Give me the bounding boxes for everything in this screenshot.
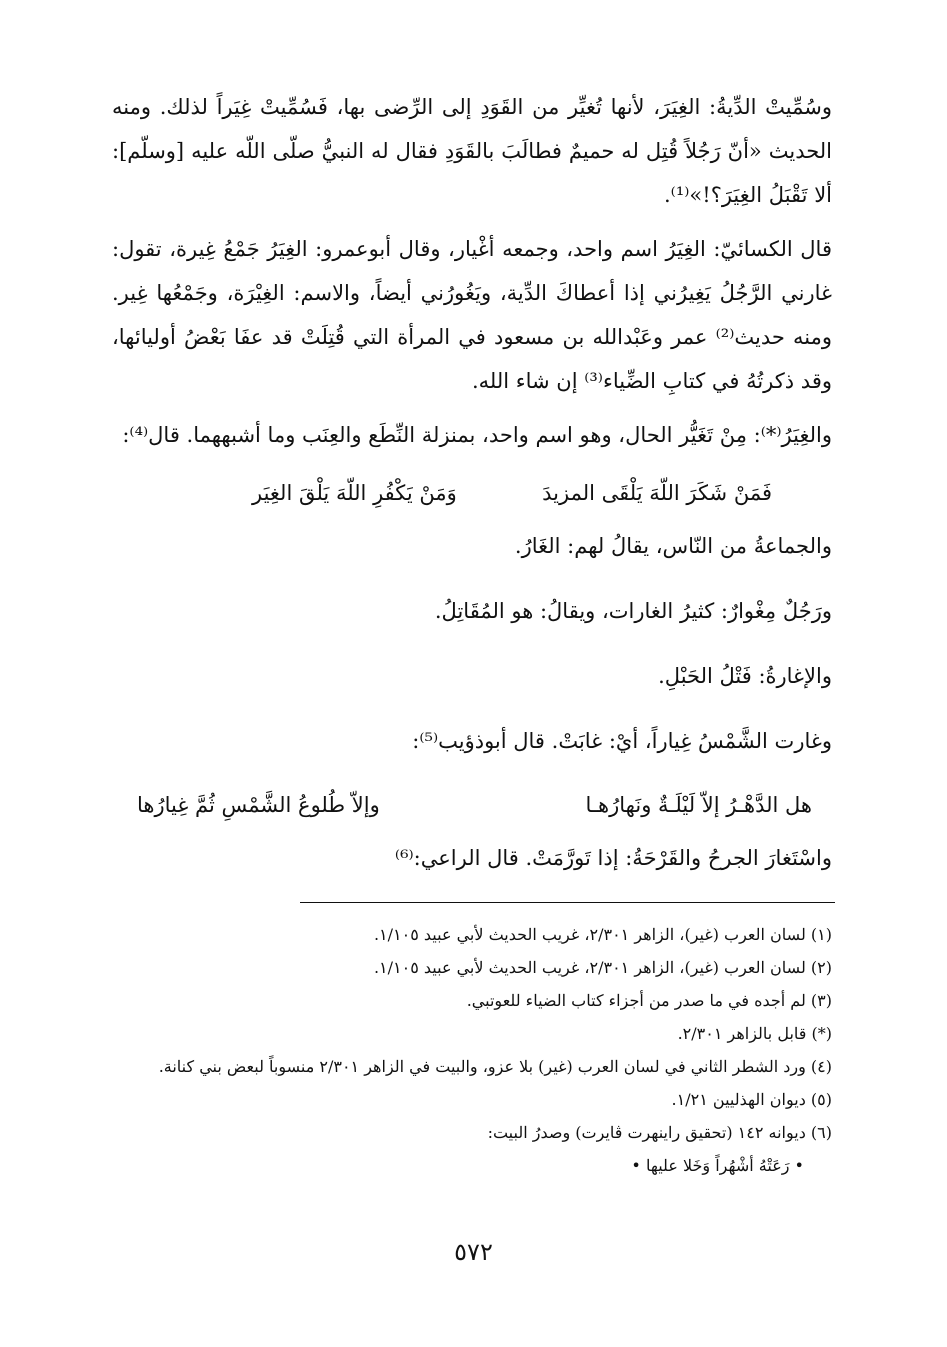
footnote-4: (٤) ورد الشطر الثاني في لسان العرب (غير) بلا عزو، والبيت في الزاهر ٢/٣٠١ منسوباً لبعض بني كنانة. <box>158 1057 832 1076</box>
text-line-istaghara: واسْتَغارَ الجرحُ والقَرْحَةُ: إذا تَورَّمَتْ. قال الراعي:⁽⁶⁾ <box>394 846 832 870</box>
footnote-2: (٢) لسان العرب (غير)، الزاهر ٢/٣٠١، غريب الحديث لأبي عبيد ١/١٠٥. <box>373 958 832 977</box>
text-line-gharat: وغارت الشَّمْسُ غِياراً، أيْ: غابَتْ. قال أبوذؤيب⁽⁵⁾: <box>412 729 832 753</box>
footnote-verse: • رَعَتْهُ أشْهُراً وَخَلا عليها • <box>631 1156 804 1175</box>
footnote-5: (٥) ديوان الهذليين ١/٢١. <box>671 1090 832 1109</box>
paragraph-diya: وسُمِّيتْ الدِّيةُ: الغِيَرَ، لأنها تُغيِّر من القَوَدِ إلى الرِّضى بها، فَسُمِّيتْ غِيَراً لذلك. ومنه الحديث «أنّ رَجُلاً قُتِل له حميمٌ فطالَبَ بالقَوَدِ فقال له النبيُّ صلّى اللّه عليه [وسلّم]: ألا تَقْبَلُ الغِيَرَ؟!»⁽¹⁾. <box>112 95 832 207</box>
footnote-1: (١) لسان العرب (غير)، الزاهر ٢/٣٠١، غريب الحديث لأبي عبيد ١/١٠٥. <box>373 925 832 944</box>
paragraph-kisai: قال الكسائيّ: الغِيَرُ اسم واحد، وجمعه أغْيار، وقال أبوعمرو: الغِيَرُ جَمْعُ غِيرة، تقول: غارني الرَّجُلُ يَغِيرُني إذا أعطاكَ الدِّية، ويَغُورُني أيضاً، والاسم: الغِيْرَة، وجَمْعُها غِير. ومنه حديث⁽²⁾ عمر وعَبْدالله بن مسعود في المرأة التي قُتِلَتْ قد عفَا بَعْضُ أوليائها، وقد ذكرتُهُ في كتابِ الضِّياء⁽³⁾ إن شاء الله. <box>112 237 833 393</box>
text-line-mighwar: ورَجُلٌ مِغْوارٌ: كثيرُ الغارات، ويقالُ: هو المُقَاتِلُ. <box>434 599 832 623</box>
footnote-divider <box>300 902 835 903</box>
main-text <box>112 85 832 896</box>
footnote-star: (*) قابل بالزاهر ٢/٣٠١. <box>677 1024 832 1043</box>
footnotes <box>82 918 832 1182</box>
verse-first-hemistich: هل الدَّهْـرُ إلاّ لَيْلَـةٌ ونَهارُهـا <box>585 793 812 817</box>
verse-second-hemistich: وَمَنْ يَكْفُرِ اللّهَ يَلْقَ الغِيَر <box>252 481 457 505</box>
verse-second-hemistich: وإلاّ طُلوعُ الشَّمْسِ ثُمَّ غِيارُها <box>137 793 380 817</box>
text-line-ighara: والإغارةُ: فَتْلُ الحَبْلِ. <box>658 664 832 688</box>
footnote-6: (٦) ديوانه ١٤٢ (تحقيق راينهرت ڤايرت) وصدرُ البيت: <box>487 1123 832 1142</box>
text-line-jamaa: والجماعةُ من النّاس، يقالُ لهم: الغَارُ. <box>514 534 832 558</box>
verse-line <box>112 467 832 519</box>
verse-line-abu-dhuayb <box>112 779 832 831</box>
verse-first-hemistich: فَمَنْ شَكَرَ اللّهَ يَلْقَى المزيدَ <box>542 481 772 505</box>
paragraph-ghiyar: والغِيَرُ⁽*⁾: مِنْ تَغَيُّر الحال، وهو اسم واحد، بمنزلة النِّطَع والعِنَب وما أشبههما. قال⁽⁴⁾: <box>122 423 832 447</box>
page-number: ٥٧٢ <box>454 1238 493 1266</box>
footnote-3: (٣) لم أجده في ما صدر من أجزاء كتاب الضياء للعوتبي. <box>466 991 832 1010</box>
